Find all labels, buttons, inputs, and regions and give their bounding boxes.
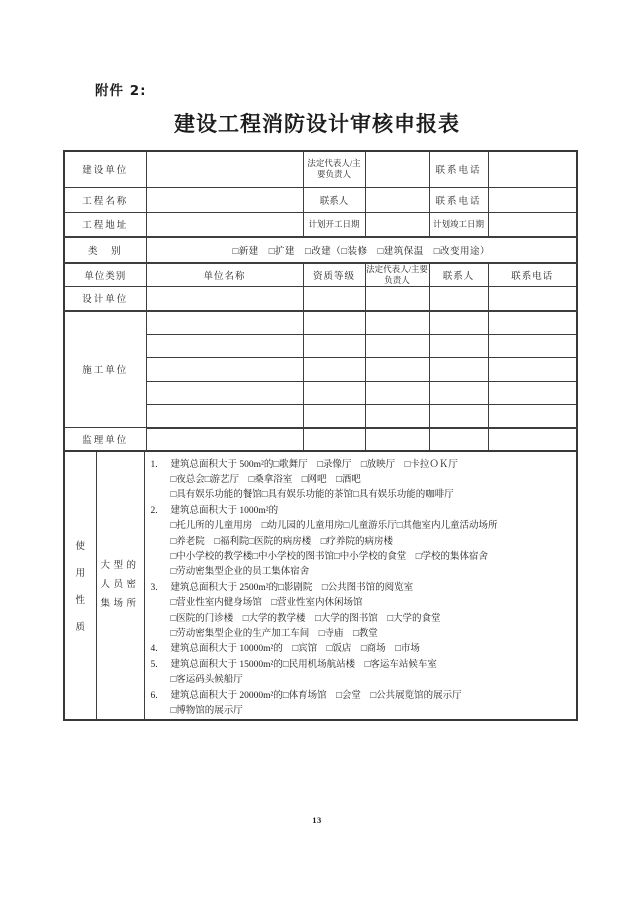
usage-item-line: 建筑总面积大于 1000m²的 bbox=[170, 505, 279, 516]
item-number: 3. bbox=[150, 582, 158, 593]
usage-item-line: 建筑总面积大于 10000m²的 □宾馆 □饭店 □商场 □市场 bbox=[170, 644, 420, 655]
supervision-unit-qualification-field bbox=[303, 428, 365, 451]
item-number: 2. bbox=[150, 505, 158, 516]
form-title: 建设工程消防设计审核申报表 bbox=[174, 112, 460, 136]
planned-completion-date-field bbox=[488, 212, 577, 237]
form-upper-table bbox=[63, 150, 578, 452]
legal-representative-label: 法定代表人/主要负责人 bbox=[303, 151, 365, 187]
usage-item-3 bbox=[148, 581, 573, 643]
design-unit-label: 设计单位 bbox=[64, 287, 146, 311]
usage-item-line: □劳动密集型企业的生产加工车间 □寺庙 □教堂 bbox=[170, 628, 378, 639]
qualification-level-header: 资质等级 bbox=[303, 263, 365, 287]
row-category bbox=[64, 237, 577, 263]
contact-person-label: 联系人 bbox=[303, 187, 365, 212]
page-number: 13 bbox=[312, 815, 322, 825]
design-unit-phone-field bbox=[488, 287, 577, 311]
contact-person-header: 联系人 bbox=[429, 263, 488, 287]
design-unit-contact-field bbox=[429, 287, 488, 311]
usage-item-line: □托儿所的儿童用房 □幼儿园的儿童用房□儿童游乐厅□其他室内儿童活动场所 bbox=[170, 521, 498, 532]
usage-item-line: □医院的门诊楼 □大学的教学楼 □大学的图书馆 □大学的食堂 bbox=[170, 613, 441, 624]
contact-phone-header: 联系电话 bbox=[488, 263, 577, 287]
supervision-unit-phone-field bbox=[488, 428, 577, 451]
item-number: 4. bbox=[150, 644, 158, 655]
row-supervision-unit bbox=[64, 428, 577, 451]
usage-item-line: □具有娱乐功能的餐馆□具有娱乐功能的茶馆□具有娱乐功能的咖啡厅 bbox=[170, 490, 454, 501]
contact-phone-label: 联系电话 bbox=[429, 151, 488, 187]
supervision-unit-name-field bbox=[146, 428, 303, 451]
contact-phone2-field bbox=[488, 187, 577, 212]
construction-unit-field bbox=[146, 151, 303, 187]
contact-person-field bbox=[365, 187, 429, 212]
construction-company-phone-field bbox=[488, 311, 577, 335]
project-name-field bbox=[146, 187, 303, 212]
usage-item-line: □劳动密集型企业的员工集体宿舍 bbox=[170, 567, 310, 578]
design-unit-name-field bbox=[146, 287, 303, 311]
row-usage-nature bbox=[64, 451, 577, 721]
usage-item-line: 建筑总面积大于 500m²的□歌舞厅 □录像厅 □放映厅 □卡拉ＯＫ厅 bbox=[170, 459, 458, 470]
unit-type-header: 单位类别 bbox=[64, 263, 146, 287]
planned-completion-date-label: 计划竣工日期 bbox=[429, 212, 488, 237]
row-project-address bbox=[64, 212, 577, 237]
design-unit-representative-field bbox=[365, 287, 429, 311]
usage-item-line: 建筑总面积大于 15000m²的□民用机场航站楼 □客运车站候车室 bbox=[170, 659, 437, 670]
usage-item-1 bbox=[148, 458, 573, 504]
row-unit-headers bbox=[64, 263, 577, 287]
usage-item-line: □夜总会□游艺厅 □桑拿浴室 □网吧 □酒吧 bbox=[170, 474, 361, 485]
legal-representative-header: 法定代表人/主要负责人 bbox=[366, 264, 428, 285]
usage-nature-label: 使 用 性 质 bbox=[64, 451, 96, 721]
legal-representative-field bbox=[365, 151, 429, 187]
construction-company-name-field bbox=[146, 311, 303, 335]
application-form-table bbox=[63, 150, 576, 721]
supervision-unit-label: 监理单位 bbox=[64, 428, 146, 451]
construction-company-contact-field bbox=[429, 311, 488, 335]
supervision-unit-contact-field bbox=[429, 428, 488, 451]
planned-start-date-field bbox=[365, 212, 429, 237]
construction-company-qualification-field bbox=[303, 311, 365, 335]
usage-item-4 bbox=[148, 642, 573, 657]
usage-item-line: 建筑总面积大于 20000m²的□体育场馆 □会堂 □公共展览馆的展示厅 bbox=[170, 690, 462, 701]
crowded-places-label: 大型的 人员密 集场所 bbox=[96, 451, 144, 721]
usage-options-list bbox=[144, 451, 577, 721]
unit-name-header: 单位名称 bbox=[146, 263, 303, 287]
usage-item-line: □客运码头候船厅 bbox=[170, 675, 243, 686]
construction-company-label: 施工单位 bbox=[64, 311, 146, 428]
design-unit-qualification-field bbox=[303, 287, 365, 311]
usage-item-line: □养老院 □福利院□医院的病房楼 □疗养院的病房楼 bbox=[170, 536, 393, 547]
row-project-name bbox=[64, 187, 577, 212]
project-name-label: 工程名称 bbox=[64, 187, 146, 212]
contact-phone2-label: 联系电话 bbox=[429, 187, 488, 212]
usage-item-5 bbox=[148, 658, 573, 689]
row-construction-company-1 bbox=[64, 311, 577, 335]
usage-item-line: □营业性室内健身场馆 □营业性室内休闲场馆 bbox=[170, 598, 363, 609]
item-number: 5. bbox=[150, 659, 158, 670]
project-address-field bbox=[146, 212, 303, 237]
contact-phone-field bbox=[488, 151, 577, 187]
category-label: 类 别 bbox=[64, 237, 146, 263]
usage-nature-table bbox=[63, 450, 578, 722]
usage-item-2 bbox=[148, 504, 573, 581]
item-number: 6. bbox=[150, 690, 158, 701]
attachment-label: 附件 2: bbox=[95, 83, 147, 99]
usage-item-6 bbox=[148, 689, 573, 720]
usage-item-line: □中小学校的教学楼□中小学校的图书馆□中小学校的食堂 □学校的集体宿舍 bbox=[170, 551, 488, 562]
item-number: 1. bbox=[150, 459, 158, 470]
planned-start-date-label: 计划开工日期 bbox=[303, 212, 365, 237]
usage-item-line: 建筑总面积大于 2500m²的□影剧院 □公共图书馆的阅览室 bbox=[170, 582, 414, 593]
category-options: □新建 □扩建 □改建（□装修 □建筑保温 □改变用途） bbox=[146, 237, 577, 263]
construction-company-representative-field bbox=[365, 311, 429, 335]
usage-item-line: □博物馆的展示厅 bbox=[170, 706, 243, 716]
project-address-label: 工程地址 bbox=[64, 212, 146, 237]
row-construction-unit bbox=[64, 151, 577, 187]
row-design-unit bbox=[64, 287, 577, 311]
construction-unit-label: 建设单位 bbox=[64, 151, 146, 187]
supervision-unit-representative-field bbox=[365, 428, 429, 451]
